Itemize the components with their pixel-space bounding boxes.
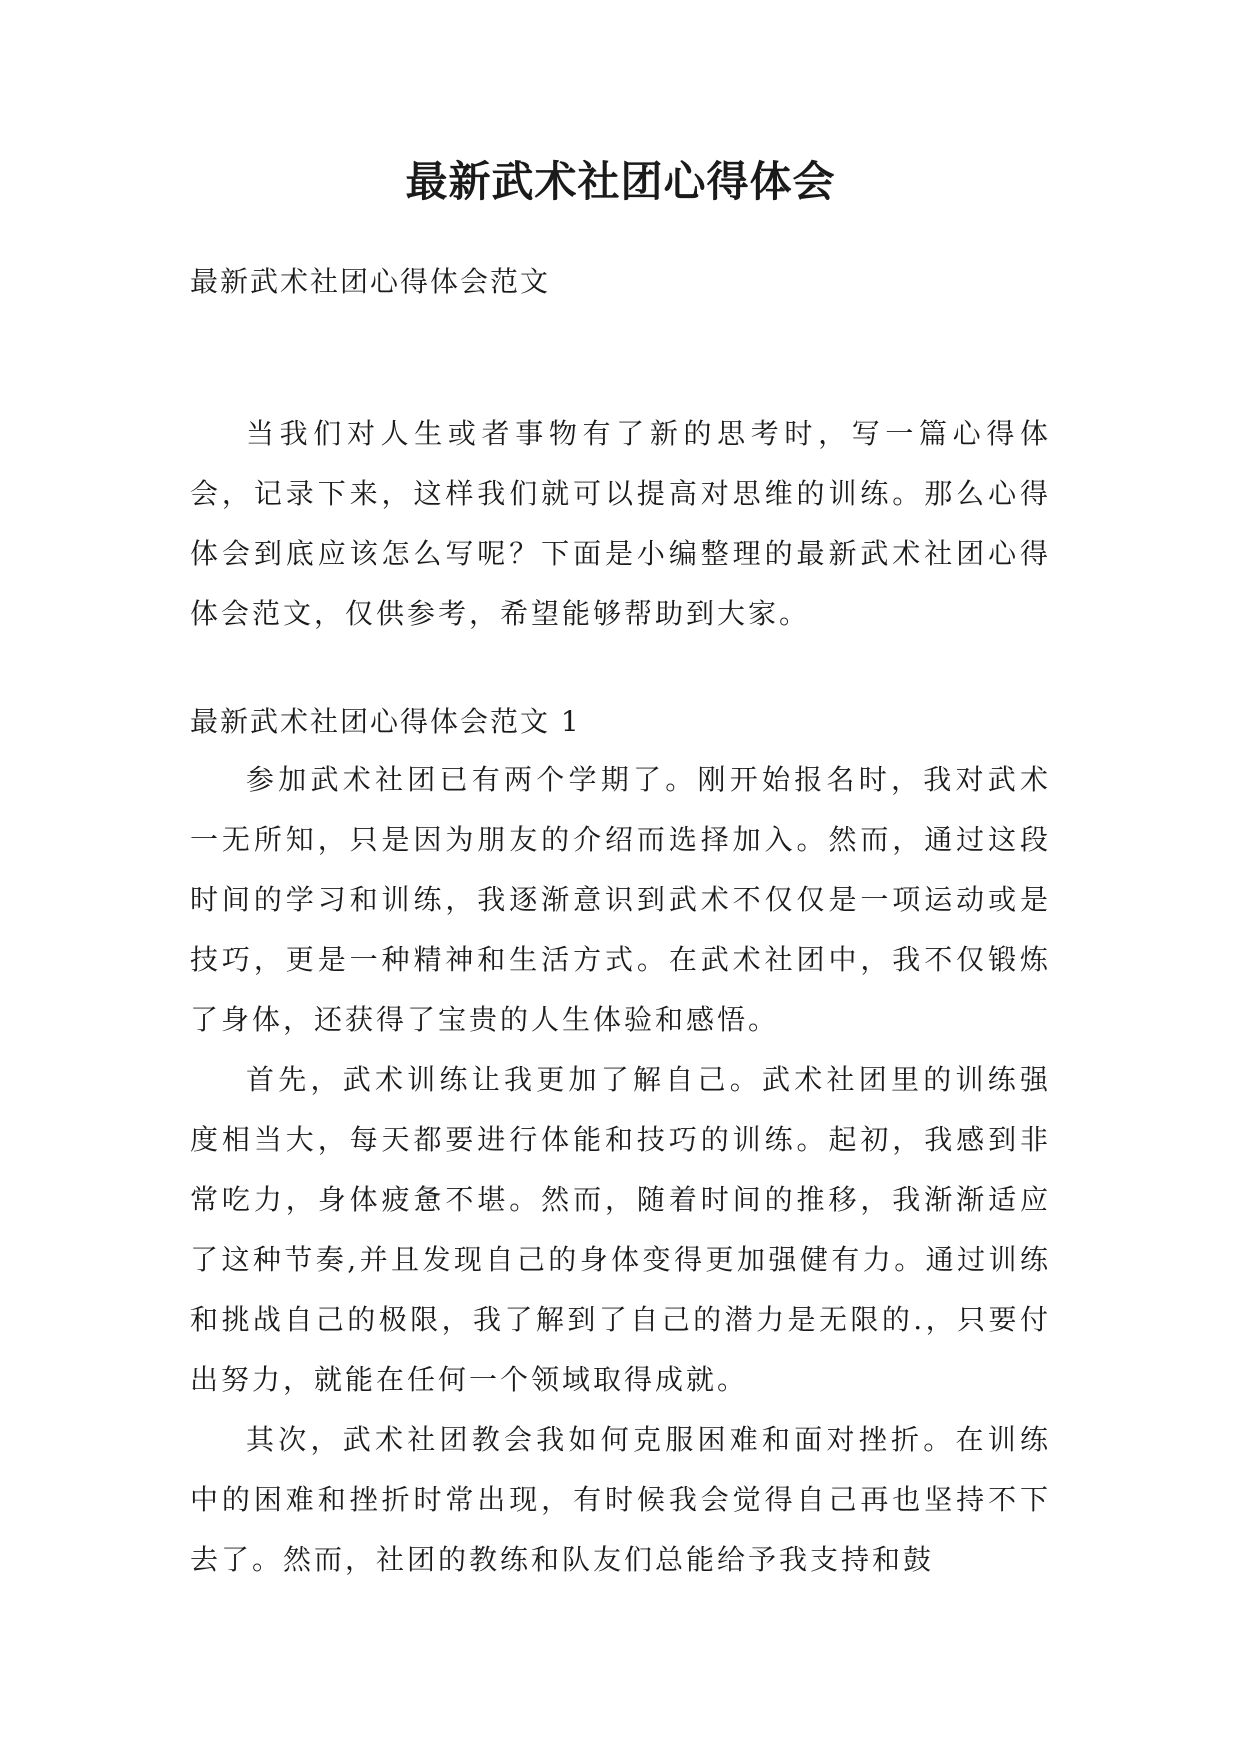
- section-heading: 最新武术社团心得体会范文 1: [190, 705, 581, 738]
- body-paragraph-1: 参加武术社团已有两个学期了。刚开始报名时，我对武术一无所知，只是因为朋友的介绍而选择加入。然而，通过这段时间的学习和训练，我逐渐意识到武术不仅仅是一项运动或是技巧，更是一种精神和生活方式。在武术社团中，我不仅锻炼了身体，还获得了宝贵的人生体验和感悟。: [190, 763, 1051, 1036]
- intro-block: [190, 404, 1051, 644]
- body-paragraph-3: 其次，武术社团教会我如何克服困难和面对挫折。在训练中的困难和挫折时常出现，有时候我会觉得自己再也坚持不下去了。然而，社团的教练和队友们总能给予我支持和鼓: [190, 1423, 1051, 1576]
- article-body: [190, 750, 1051, 1590]
- document-subtitle: 最新武术社团心得体会范文: [190, 265, 551, 298]
- intro-paragraph: 当我们对人生或者事物有了新的思考时，写一篇心得体会，记录下来，这样我们就可以提高对思维的训练。那么心得体会到底应该怎么写呢？下面是小编整理的最新武术社团心得体会范文，仅供参考，希望能够帮助到大家。: [190, 417, 1051, 630]
- document-title: 最新武术社团心得体会: [405, 157, 836, 206]
- body-paragraph-2: 首先，武术训练让我更加了解自己。武术社团里的训练强度相当大，每天都要进行体能和技巧的训练。起初，我感到非常吃力，身体疲惫不堪。然而，随着时间的推移，我渐渐适应了这种节奏,并且发现自己的身体变得更加强健有力。通过训练和挑战自己的极限，我了解到了自己的潜力是无限的.，只要付出努力，就能在任何一个领域取得成就。: [190, 1063, 1051, 1396]
